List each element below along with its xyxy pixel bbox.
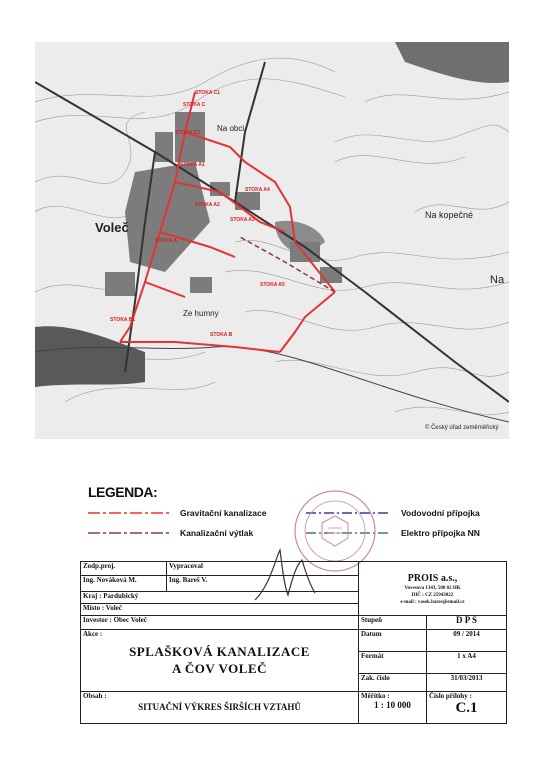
title-block xyxy=(80,561,506,724)
stoka-label: STOKA A3 xyxy=(230,217,255,223)
stoka-label: STOKA C1 xyxy=(195,90,221,96)
map-label-na-kopecne: Na kopečné xyxy=(425,210,474,220)
priloha-cell xyxy=(427,691,507,723)
zodp-proj-label: Zodp.proj. xyxy=(81,562,167,576)
forest-area xyxy=(35,326,145,387)
stoka-label: STOKA A2 xyxy=(195,202,220,208)
map-label-ze-humny: Ze humny xyxy=(183,309,219,318)
meritko-value: 1 : 10 000 xyxy=(374,699,411,710)
legend-label-water: Vodovodní přípojka xyxy=(401,508,480,518)
company-name: PROIS a.s., xyxy=(407,572,458,584)
vypracoval-value: Ing. Bareš V. xyxy=(167,575,359,591)
datum-label: Datum xyxy=(359,629,427,651)
zak-cislo-value: 31/03/2013 xyxy=(427,674,507,691)
stoka-label: STOKA C2 xyxy=(175,130,201,136)
legend-label-pressure-sewer: Kanalizační výtlak xyxy=(180,528,254,538)
stoka-label: STOKA A xyxy=(155,238,178,244)
map-label-volec: Voleč xyxy=(95,220,129,235)
datum-value: 09 / 2014 xyxy=(427,629,507,651)
akce-line-1: SPLAŠKOVÁ KANALIZACE xyxy=(129,643,310,659)
investor: Investor : Obec Voleč xyxy=(81,616,359,630)
forest-area xyxy=(395,42,509,83)
legend-label-electric: Elektro přípojka NN xyxy=(401,528,480,538)
company-dic: DIČ : CZ 25943022 xyxy=(411,592,454,598)
legend-label-gravity-sewer: Gravitační kanalizace xyxy=(180,508,267,518)
format-value: 1 x A4 xyxy=(427,652,507,674)
map-label-na-obci: Na obci xyxy=(217,124,245,133)
stoka-label: STOKA A4 xyxy=(245,187,270,193)
obsah-value: SITUAČNÍ VÝKRES ŠIRŠÍCH VZTAHŮ xyxy=(138,701,301,712)
company-cell xyxy=(359,562,507,616)
company-address: Vovesova 1343, 500 02 HK xyxy=(404,585,461,591)
kraj: Kraj : Pardubický xyxy=(81,591,359,603)
stoka-label: STOKA A1 xyxy=(180,162,205,168)
stoka-label: STOKA C xyxy=(183,102,206,108)
company-email: e-mail : vasek.bares@email.cz xyxy=(400,599,465,605)
vypracoval-label: Vypracoval xyxy=(167,562,359,576)
akce-label: Akce : xyxy=(83,629,103,638)
legend-title: LEGENDA: xyxy=(88,484,158,500)
priloha-label: Číslo přílohy : xyxy=(429,691,472,700)
meritko-cell xyxy=(359,691,427,723)
obsah-cell xyxy=(81,691,359,723)
akce-line-2: A ČOV VOLEČ xyxy=(171,660,268,676)
stoka-label: STOKA A5 xyxy=(260,282,285,288)
stoka-label: STOKA B xyxy=(210,332,233,338)
misto: Místo : Voleč xyxy=(81,604,359,616)
akce-cell xyxy=(81,629,359,691)
priloha-value: C.1 xyxy=(455,699,478,716)
village-buildings xyxy=(105,112,342,296)
obsah-label: Obsah : xyxy=(83,691,107,700)
meritko-label: Měřítko : xyxy=(361,691,390,700)
map-copyright: © Český úřad zeměměřický xyxy=(425,425,499,431)
zak-cislo-label: Zak. číslo xyxy=(359,674,427,691)
stoka-label: STOKA B1 xyxy=(110,317,136,323)
map-label-na: Na xyxy=(490,274,505,286)
stupen-value: D P S xyxy=(427,616,507,630)
format-label: Formát xyxy=(359,652,427,674)
stupen-label: Stupeň xyxy=(359,616,427,630)
zodp-proj-value: Ing. Nováková M. xyxy=(81,575,167,591)
map-drawing xyxy=(35,42,509,439)
situation-map xyxy=(35,42,509,439)
